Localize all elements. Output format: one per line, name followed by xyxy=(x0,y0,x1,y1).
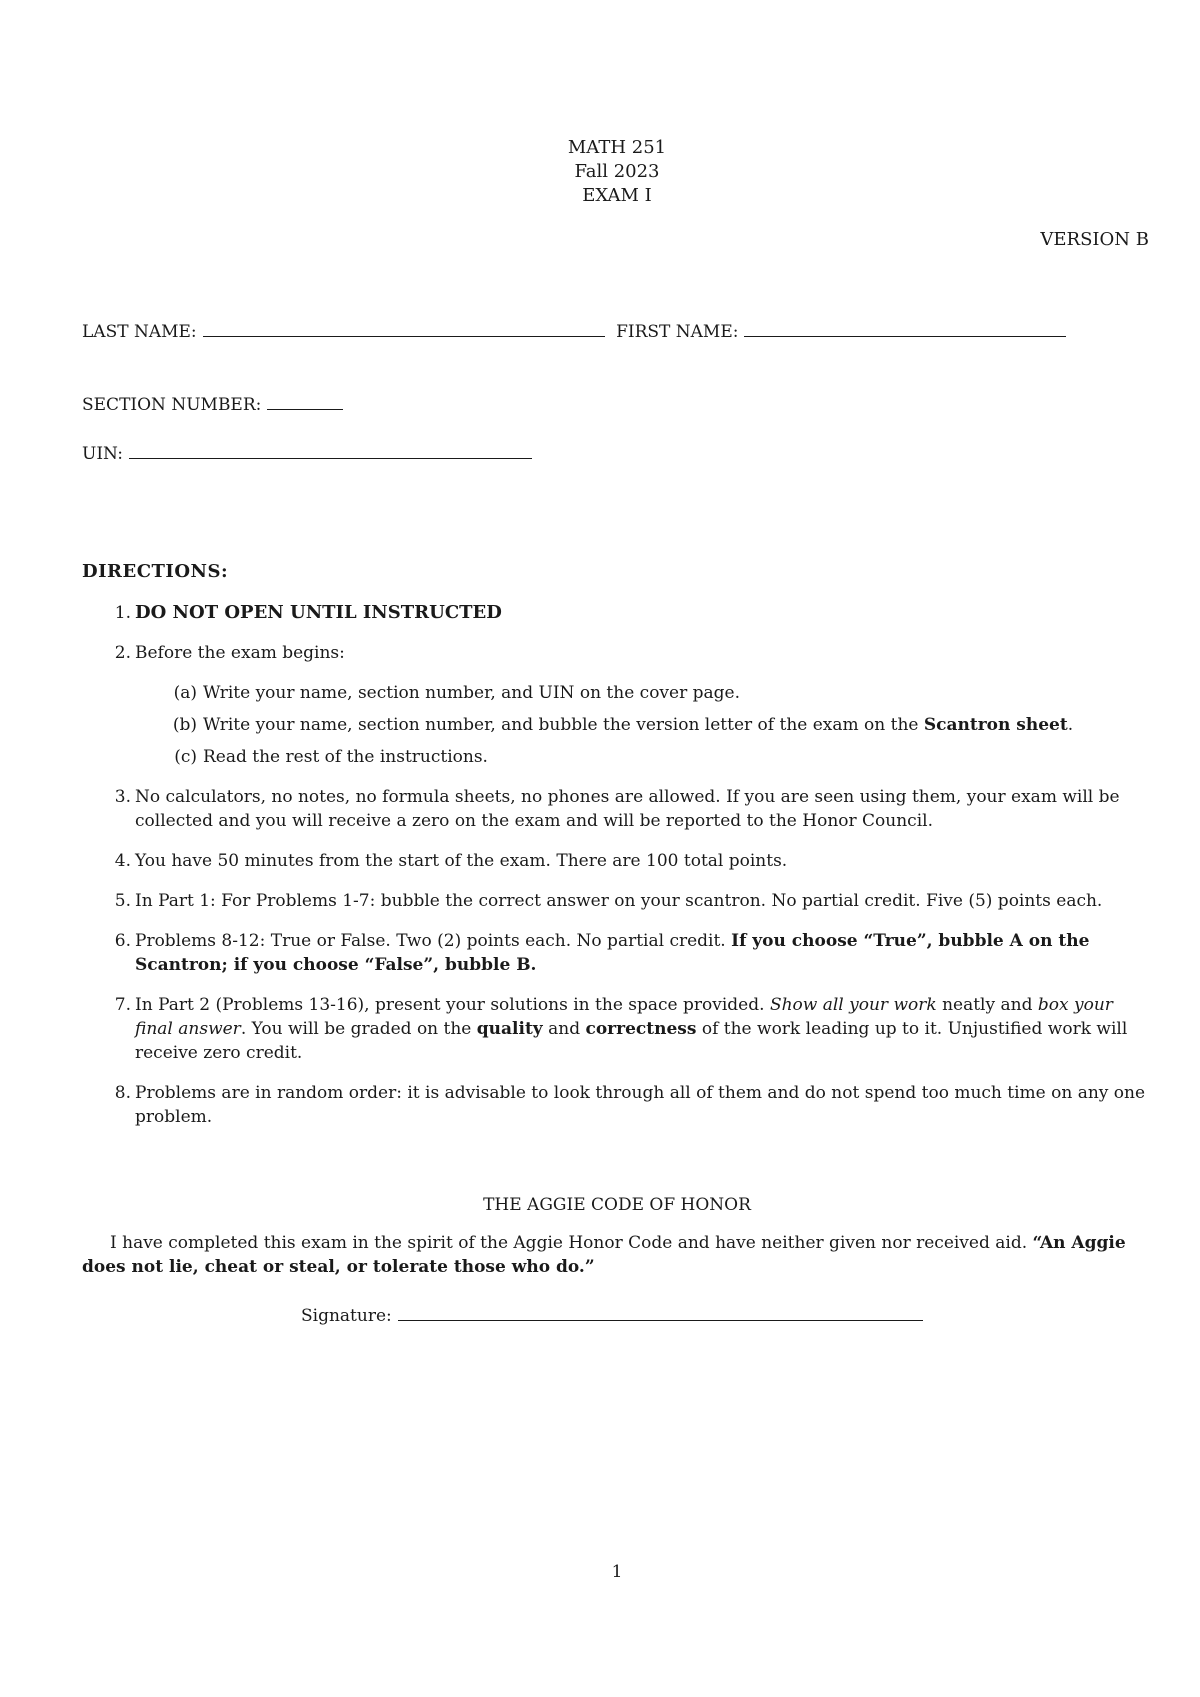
sub-item-label: (a) xyxy=(173,683,197,703)
section-row xyxy=(82,391,343,415)
honor-code-statement: I have completed this exam in the spirit of the Aggie Honor Code and have neither given nor received aid. “An Aggie does not lie, cheat or steal, or tolerate those who do.” xyxy=(82,1233,1126,1277)
last-name-row xyxy=(82,318,1066,342)
section-number-field[interactable] xyxy=(267,391,343,410)
item-number: 4. xyxy=(114,851,131,871)
sub-item-text: Write your name, section number, and UIN on the cover page. xyxy=(203,683,740,703)
course-title: MATH 251 xyxy=(567,137,667,158)
directions-title: DIRECTIONS: xyxy=(82,561,229,582)
exam-title: EXAM I xyxy=(582,185,652,206)
version-label: VERSION B xyxy=(1040,229,1149,250)
uin-label: UIN: xyxy=(82,444,124,464)
item-text: In Part 1: For Problems 1-7: bubble the correct answer on your scantron. No partial credit. Five (5) points each. xyxy=(135,891,1103,911)
uin-row xyxy=(82,440,532,464)
sub-item-text: Write your name, section number, and bubble the version letter of the exam on the Scantron sheet. xyxy=(203,715,1074,735)
item-text: You have 50 minutes from the start of the exam. There are 100 total points. xyxy=(135,851,788,871)
first-name-field[interactable] xyxy=(744,318,1066,337)
sub-item-text: Read the rest of the instructions. xyxy=(203,747,488,767)
item-text: Before the exam begins: xyxy=(135,643,345,663)
honor-code-title: THE AGGIE CODE OF HONOR xyxy=(483,1195,751,1215)
item-number: 8. xyxy=(114,1083,131,1103)
item-number: 7. xyxy=(114,995,131,1015)
item-number: 3. xyxy=(114,787,131,807)
signature-label: Signature: xyxy=(301,1306,392,1326)
item-number: 5. xyxy=(114,891,131,911)
section-number-label: SECTION NUMBER: xyxy=(82,395,262,415)
page-number: 1 xyxy=(611,1562,623,1582)
item-text: No calculators, no notes, no formula sheets, no phones are allowed. If you are seen using them, your exam will be collected and you will receive a zero on the exam and will be reported to the Honor Council. xyxy=(135,787,1120,831)
item-text: Problems are in random order: it is advisable to look through all of them and do not spend too much time on any one problem. xyxy=(135,1083,1146,1127)
item-text: Problems 8-12: True or False. Two (2) points each. No partial credit. If you choose “True”, bubble A on the Scantron; if you choose “False”, bubble B. xyxy=(135,931,1090,975)
item-number: 1. xyxy=(114,603,131,623)
last-name-label: LAST NAME: xyxy=(82,322,197,342)
item-text: In Part 2 (Problems 13-16), present your solutions in the space provided. Show all your work neatly and box your final answer. You will be graded on the quality and correctness of the work leading up to it. Unjustified work will receive zero credit. xyxy=(135,995,1128,1063)
signature-row xyxy=(301,1302,923,1326)
first-name-label: FIRST NAME: xyxy=(616,322,739,342)
item-number: 6. xyxy=(114,931,131,951)
exam-term: Fall 2023 xyxy=(574,161,660,182)
uin-field[interactable] xyxy=(129,440,532,459)
last-name-field[interactable] xyxy=(203,318,605,337)
item-number: 2. xyxy=(114,643,131,663)
sub-item-label: (b) xyxy=(172,715,197,735)
sub-item-label: (c) xyxy=(174,747,197,767)
signature-field[interactable] xyxy=(398,1302,923,1321)
item-text: DO NOT OPEN UNTIL INSTRUCTED xyxy=(135,602,502,623)
